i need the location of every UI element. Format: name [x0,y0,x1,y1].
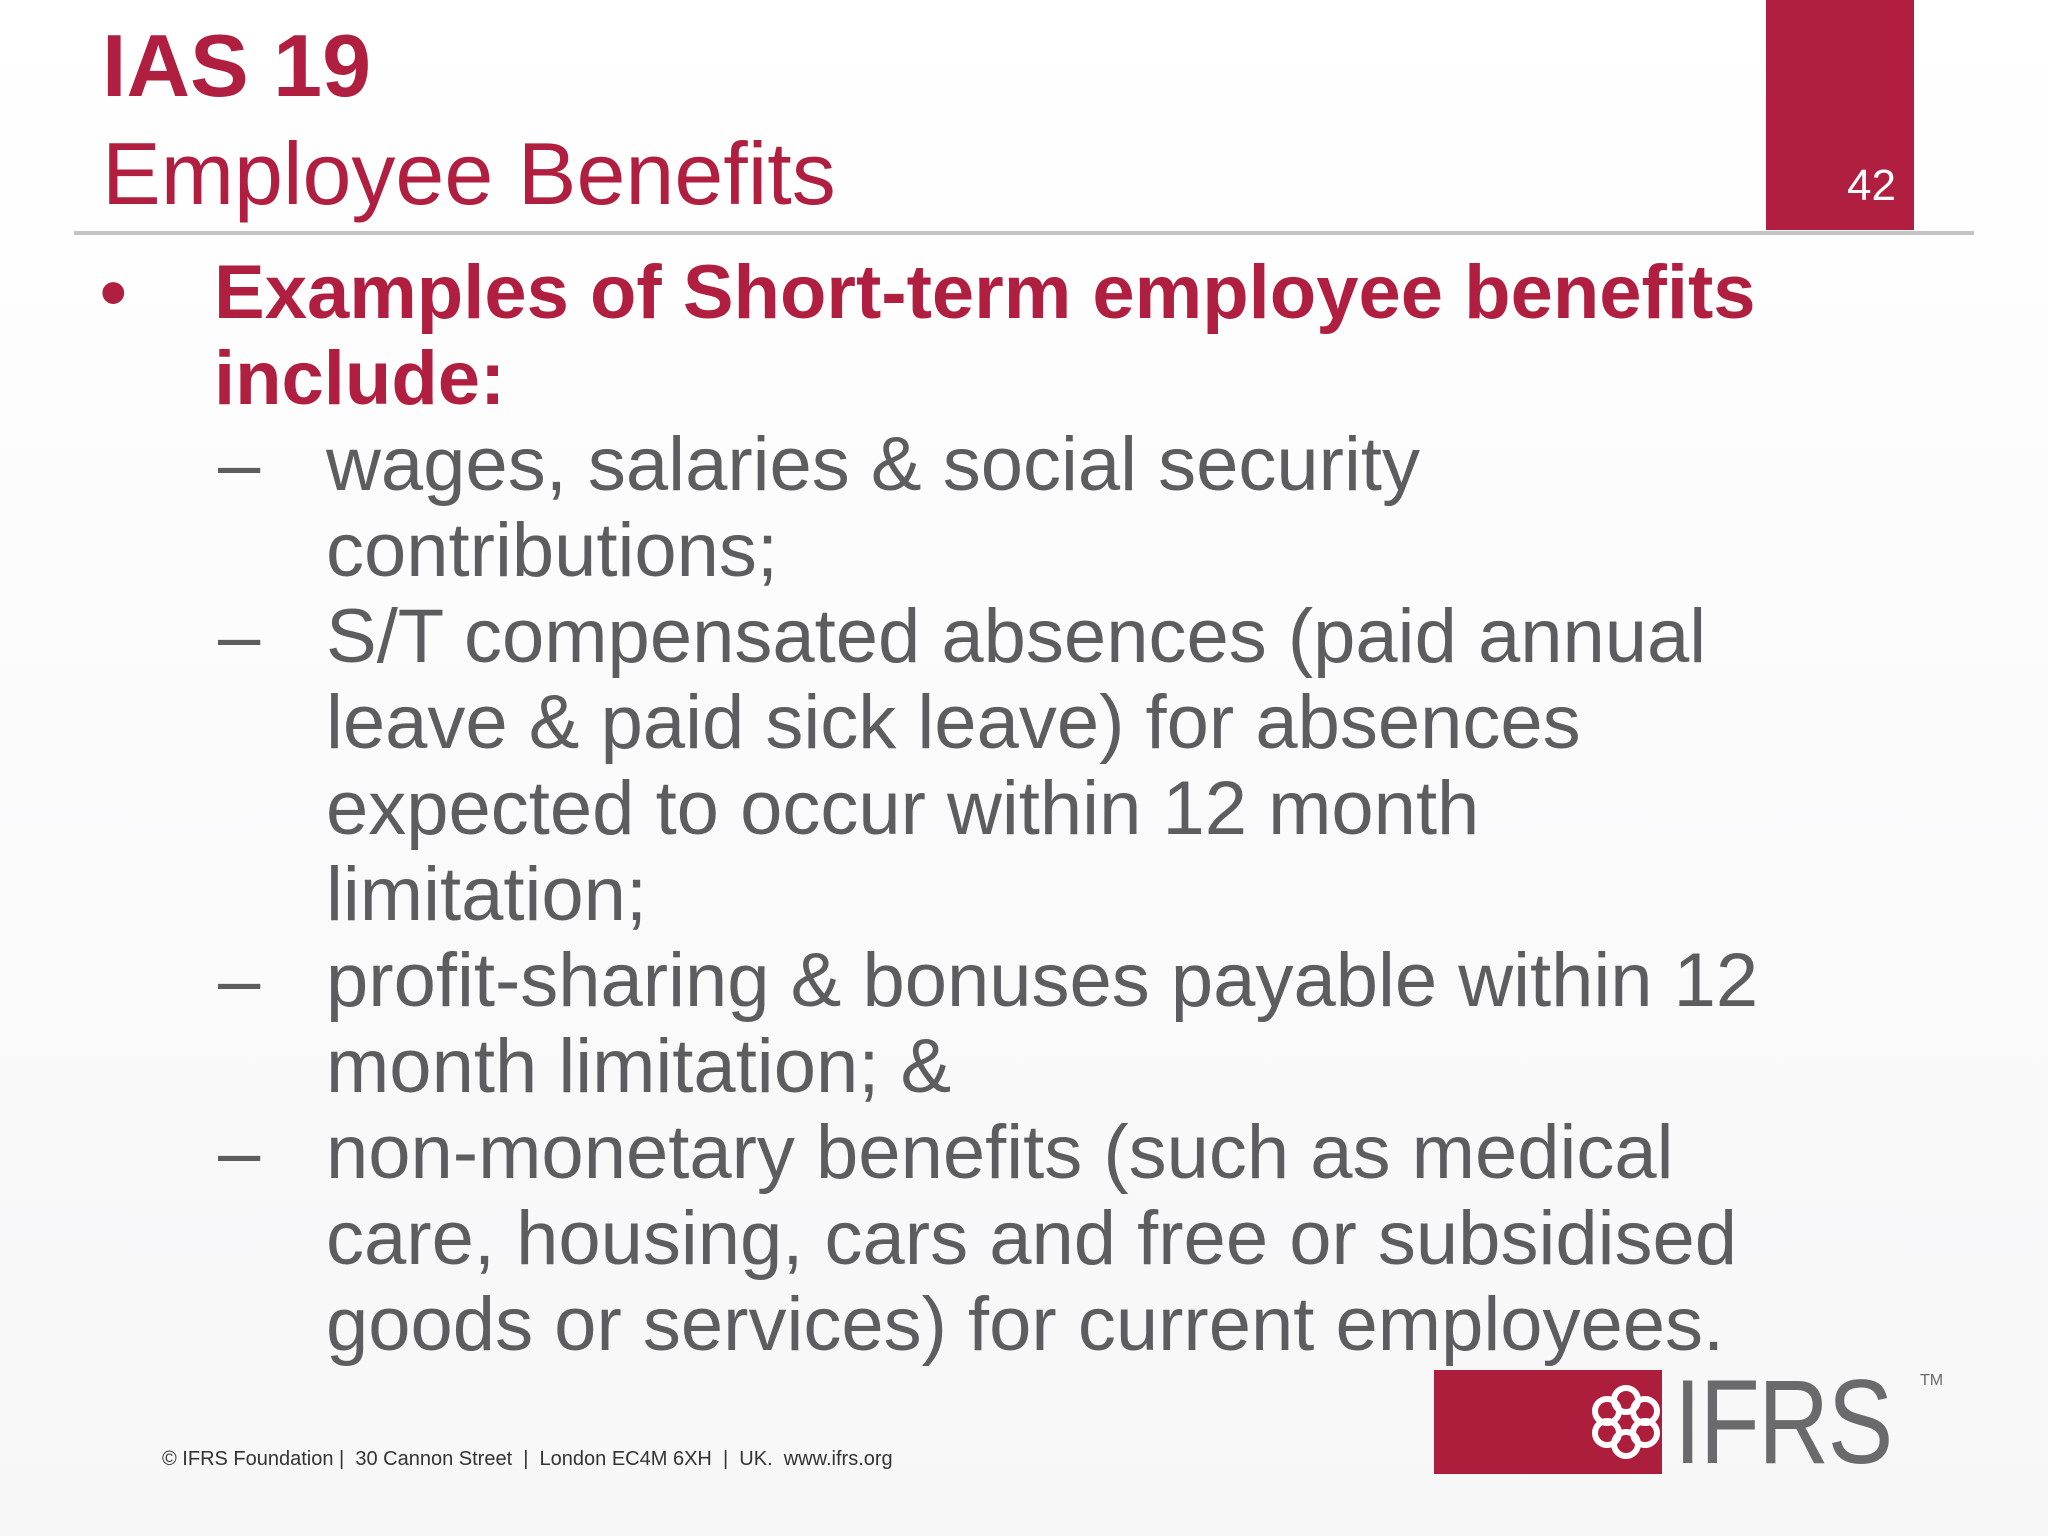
item-line: non-monetary benefits (such as medical [326,1110,1674,1195]
dash-icon: – [218,422,261,507]
item-line: month limitation; & [326,1024,952,1109]
dash-icon: – [218,594,261,679]
title-divider [74,231,1974,235]
item-line: care, housing, cars and free or subsidised [326,1196,1738,1281]
page-number-tab [1766,0,1914,230]
item-line: contributions; [326,508,779,593]
sub-bullet-item [326,938,1866,1110]
logo-wordmark: IFRS [1674,1355,1892,1489]
bullet-heading [214,250,1914,422]
item-line: leave & paid sick leave) for absences [326,680,1581,765]
heading-line: Examples of Short-term employee benefits [214,250,1756,335]
slide-title: IAS 19 [102,16,372,115]
dash-icon: – [218,938,261,1023]
item-line: expected to occur within 12 month [326,766,1480,851]
heading-line: include: [214,336,506,421]
bullet-icon: • [100,250,127,335]
slide-subtitle: Employee Benefits [102,124,836,223]
sub-bullet-item [326,422,1866,594]
item-line: profit-sharing & bonuses payable within 12 [326,938,1759,1023]
dash-icon: – [218,1110,261,1195]
sub-bullet-item [326,594,1866,938]
sub-bullet-item [326,1110,1866,1368]
item-line: goods or services) for current employees. [326,1282,1725,1367]
trademark-mark: TM [1920,1372,1944,1389]
ifrs-flower-icon [1584,1380,1668,1464]
page-number: 42 [1847,161,1896,210]
item-line: S/T compensated absences (paid annual [326,594,1707,679]
ifrs-logo [1434,1355,1944,1489]
item-line: limitation; [326,852,647,937]
footer-text: © IFRS Foundation | 30 Cannon Street | London EC4M 6XH | UK. www.ifrs.org [162,1448,893,1470]
item-line: wages, salaries & social security [326,422,1420,507]
